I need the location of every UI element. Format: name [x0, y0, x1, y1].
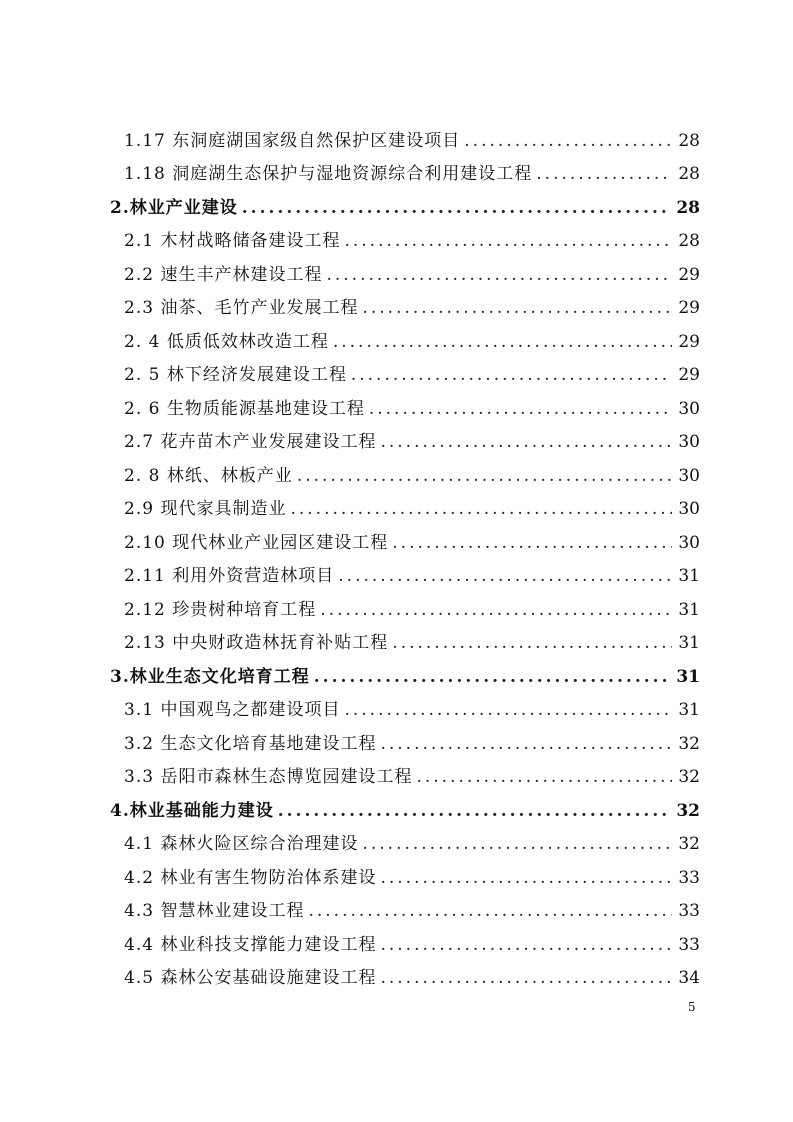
- toc-leader-dots: [242, 198, 671, 218]
- toc-leader-dots: [416, 767, 672, 787]
- toc-entry-label: 2.1 木材战略储备建设工程: [124, 231, 341, 251]
- toc-entry-page: 29: [678, 298, 700, 318]
- toc-entry-label: 2. 8 林纸、林板产业: [124, 465, 293, 486]
- toc-entry[interactable]: [110, 486, 700, 520]
- toc-entry[interactable]: [110, 720, 700, 754]
- toc-leader-dots: [320, 600, 672, 620]
- toc-entry-page: 31: [678, 566, 700, 586]
- toc-entry[interactable]: [110, 854, 700, 888]
- toc-entry-label: 4.3 智慧林业建设工程: [124, 901, 305, 921]
- toc-entry-label: 2. 4 低质低效林改造工程: [124, 331, 329, 352]
- toc-entry[interactable]: [110, 888, 700, 922]
- toc-entry[interactable]: [110, 251, 700, 285]
- toc-entry-label: 2.13 中央财政造林抚育补贴工程: [124, 633, 389, 653]
- toc-leader-dots: [362, 298, 672, 318]
- toc-entry[interactable]: [110, 318, 700, 352]
- toc-entry-label: 3.林业生态文化培育工程: [110, 666, 310, 687]
- toc-entry-label: 4.林业基础能力建设: [110, 800, 274, 821]
- toc-entry-page: 31: [678, 633, 700, 653]
- toc-leader-dots: [369, 399, 673, 419]
- toc-leader-dots: [326, 265, 672, 285]
- toc-entry-page: 33: [678, 934, 700, 955]
- toc-entry[interactable]: [110, 218, 700, 252]
- toc-entry[interactable]: [110, 352, 700, 386]
- toc-entry-page: 29: [678, 264, 700, 285]
- toc-section-heading[interactable]: [110, 184, 700, 218]
- toc-entry-label: 2. 6 生物质能源基地建设工程: [124, 398, 365, 419]
- toc-entry[interactable]: [110, 754, 700, 788]
- toc-leader-dots: [333, 332, 673, 352]
- toc-entry-page: 29: [678, 365, 700, 385]
- toc-leader-dots: [308, 901, 672, 921]
- toc-leader-dots: [344, 700, 672, 720]
- toc-entry-label: 4.1 森林火险区综合治理建设: [124, 834, 359, 854]
- toc-section-heading[interactable]: [110, 653, 700, 687]
- toc-entry-page: 33: [678, 901, 700, 921]
- table-of-contents: [110, 117, 700, 988]
- toc-leader-dots: [344, 231, 672, 251]
- toc-leader-dots: [380, 734, 672, 754]
- toc-leader-dots: [297, 466, 673, 486]
- toc-entry[interactable]: [110, 955, 700, 989]
- toc-leader-dots: [380, 968, 672, 988]
- toc-leader-dots: [290, 499, 672, 519]
- toc-leader-dots: [464, 131, 672, 151]
- toc-entry[interactable]: [110, 687, 700, 721]
- toc-entry-label: 2.9 现代家具制造业: [124, 499, 287, 519]
- toc-entry-label: 3.2 生态文化培育基地建设工程: [124, 733, 377, 754]
- toc-entry-page: 30: [678, 465, 700, 486]
- toc-entry-page: 32: [678, 834, 700, 854]
- toc-leader-dots: [362, 834, 672, 854]
- toc-entry-page: 32: [678, 767, 700, 787]
- toc-entry[interactable]: [110, 921, 700, 955]
- toc-entry-page: 31: [676, 666, 700, 687]
- toc-entry-label: 4.2 林业有害生物防治体系建设: [124, 867, 377, 888]
- toc-leader-dots: [392, 533, 672, 553]
- toc-entry-page: 31: [678, 599, 700, 620]
- toc-entry[interactable]: [110, 285, 700, 319]
- toc-entry-page: 32: [676, 800, 700, 821]
- toc-entry-page: 29: [678, 331, 700, 352]
- toc-entry[interactable]: [110, 620, 700, 654]
- toc-entry-label: 4.4 林业科技支撑能力建设工程: [124, 934, 377, 955]
- toc-entry-label: 1.17 东洞庭湖国家级自然保护区建设项目: [124, 130, 461, 151]
- toc-entry-label: 1.18 洞庭湖生态保护与湿地资源综合利用建设工程: [124, 164, 533, 184]
- toc-entry[interactable]: [110, 151, 700, 185]
- toc-entry-page: 32: [678, 733, 700, 754]
- toc-leader-dots: [380, 432, 672, 452]
- toc-entry-page: 31: [678, 700, 700, 720]
- toc-leader-dots: [380, 868, 672, 888]
- toc-entry-page: 34: [678, 968, 700, 988]
- toc-entry-page: 28: [678, 231, 700, 251]
- toc-leader-dots: [314, 667, 671, 687]
- toc-leader-dots: [536, 164, 672, 184]
- toc-entry-label: 4.5 森林公安基础设施建设工程: [124, 968, 377, 988]
- toc-leader-dots: [392, 633, 672, 653]
- toc-entry-page: 30: [678, 499, 700, 519]
- toc-leader-dots: [380, 935, 672, 955]
- toc-entry[interactable]: [110, 586, 700, 620]
- toc-entry[interactable]: [110, 519, 700, 553]
- toc-leader-dots: [338, 566, 672, 586]
- toc-entry-label: 2.3 油茶、毛竹产业发展工程: [124, 298, 359, 318]
- toc-entry-page: 30: [678, 532, 700, 553]
- toc-entry-label: 2.12 珍贵树种培育工程: [124, 599, 317, 620]
- toc-entry-label: 2.11 利用外资营造林项目: [124, 566, 335, 586]
- toc-entry-page: 30: [678, 432, 700, 452]
- toc-entry-label: 2.10 现代林业产业园区建设工程: [124, 532, 389, 553]
- toc-entry-page: 33: [678, 867, 700, 888]
- toc-entry[interactable]: [110, 117, 700, 151]
- toc-entry[interactable]: [110, 385, 700, 419]
- toc-entry-page: 28: [676, 197, 700, 218]
- toc-leader-dots: [351, 365, 673, 385]
- toc-entry-label: 3.1 中国观鸟之都建设项目: [124, 700, 341, 720]
- toc-entry[interactable]: [110, 553, 700, 587]
- toc-entry-label: 2. 5 林下经济发展建设工程: [124, 365, 347, 385]
- toc-entry-page: 30: [678, 398, 700, 419]
- toc-entry[interactable]: [110, 452, 700, 486]
- toc-leader-dots: [278, 801, 671, 821]
- toc-entry-label: 2.7 花卉苗木产业发展建设工程: [124, 432, 377, 452]
- toc-entry-label: 2.2 速生丰产林建设工程: [124, 264, 323, 285]
- toc-entry-page: 28: [678, 164, 700, 184]
- toc-section-heading[interactable]: [110, 787, 700, 821]
- toc-entry-label: 3.3 岳阳市森林生态博览园建设工程: [124, 767, 413, 787]
- toc-entry[interactable]: [110, 821, 700, 855]
- page-number: 5: [688, 1000, 696, 1014]
- toc-entry[interactable]: [110, 419, 700, 453]
- toc-entry-label: 2.林业产业建设: [110, 197, 238, 218]
- toc-entry-page: 28: [678, 130, 700, 151]
